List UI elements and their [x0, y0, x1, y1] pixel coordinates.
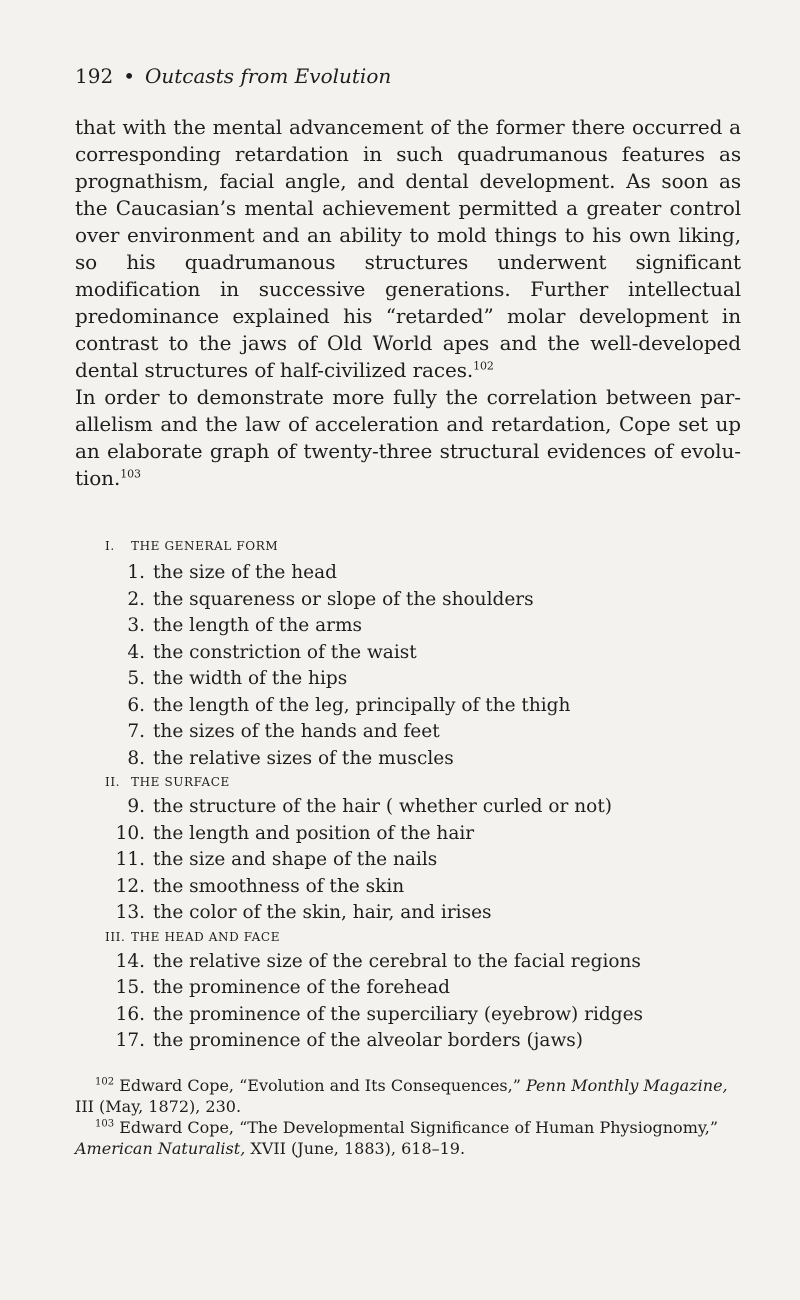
footnote-102-details: III (May, 1872), 230.: [75, 1097, 242, 1116]
item-text: the length of the arms: [153, 615, 362, 636]
item-number: 16.: [115, 1003, 145, 1025]
section-items: [105, 949, 745, 1055]
item-text: the color of the skin, hair, and irises: [153, 902, 492, 923]
footnote-author: Edward Cope, “The Developmental Significance of Human Physiognomy,”: [119, 1118, 719, 1137]
list-item: [105, 666, 745, 693]
list-item: [105, 949, 745, 976]
item-number: 13.: [115, 902, 145, 923]
section-heading: [105, 774, 745, 790]
footnote-journal: American Naturalist,: [75, 1139, 246, 1158]
section-numeral: III.: [105, 929, 126, 944]
item-number: 11.: [115, 849, 145, 870]
list-item: [105, 874, 745, 901]
item-text: the prominence of the superciliary (eyebrow) ridges: [153, 1003, 644, 1025]
list-item: [105, 746, 745, 773]
section-heading: [105, 929, 745, 945]
footnote-102: [75, 1075, 745, 1096]
item-text: the squareness or slope of the shoulders: [153, 588, 534, 610]
item-number: 15.: [115, 977, 145, 998]
list-item: [105, 900, 745, 927]
note-ref-102: 102: [473, 359, 494, 373]
section-heading: [105, 538, 745, 554]
list-item: [105, 560, 745, 587]
item-text: the prominence of the forehead: [153, 977, 450, 998]
section-items: [105, 560, 745, 772]
item-number: 14.: [115, 950, 145, 972]
item-text: the sizes of the hands and feet: [153, 721, 440, 742]
item-number: 2.: [127, 588, 145, 610]
section-title: THE SURFACE: [131, 775, 230, 789]
outline-section-head-and-face: [105, 929, 745, 1055]
item-number: 7.: [127, 721, 145, 742]
item-number: 1.: [127, 562, 145, 583]
section-items: [105, 794, 745, 927]
running-header: [75, 64, 391, 88]
item-text: the constriction of the waist: [153, 641, 417, 663]
paragraph-1: [75, 114, 741, 384]
item-text: the size and shape of the nails: [153, 849, 438, 870]
paragraph-1-text: that with the mental advancement of the former there occurred a corresponding retardation in such quadrumanous features as prognathism, facial angle, and dental development. As soon as the Caucasian’s mental achievement permitted a greater control over environment and an ability to mold things to his own liking, so his quadrumanous structures underwent significant modification in successive generations. Further intellectual predominance explained his “retarded” molar development in contrast to the jaws of Old World apes and the well-developed dental structures of half-civilized races.: [75, 115, 741, 382]
item-number: 9.: [127, 796, 145, 817]
evidence-outline: [105, 538, 745, 1057]
header-separator: •: [123, 64, 135, 88]
section-title: THE HEAD AND FACE: [131, 929, 281, 944]
footnote-author: Edward Cope, “Evolution and Its Consequences,”: [119, 1076, 521, 1095]
footnote-citation: XVII (June, 1883), 618–19.: [250, 1139, 466, 1158]
list-item: [105, 1002, 745, 1029]
paragraph-2-text: In order to demonstrate more fully the correlation between parallelism and the law of acceleration and retardation, Cope set up an elaborate graph of twenty-three structural evidences of evolution.: [75, 385, 741, 490]
item-text: the relative sizes of the muscles: [153, 747, 454, 769]
paragraph-2: [75, 384, 741, 492]
body-text: [75, 114, 741, 492]
footnote-mark: 102: [95, 1076, 115, 1088]
list-item: [105, 1028, 745, 1055]
item-text: the width of the hips: [153, 668, 348, 689]
item-number: 5.: [127, 668, 145, 689]
item-number: 10.: [115, 822, 145, 844]
footnotes: [75, 1075, 745, 1159]
item-number: 17.: [115, 1030, 145, 1051]
list-item: [105, 693, 745, 720]
list-item: [105, 719, 745, 746]
section-numeral: II.: [105, 775, 121, 789]
footnote-103: [75, 1117, 745, 1138]
page-number: 192: [75, 64, 114, 88]
footnote-journal: Penn Monthly Magazine,: [526, 1076, 728, 1095]
note-ref-103: 103: [120, 467, 141, 481]
book-title: Outcasts from Evolution: [144, 64, 392, 88]
item-number: 12.: [115, 875, 145, 897]
item-text: the smoothness of the skin: [153, 875, 405, 897]
list-item: [105, 640, 745, 667]
section-numeral: I.: [105, 539, 115, 553]
list-item: [105, 613, 745, 640]
list-item: [105, 794, 745, 821]
footnote-103-details: [75, 1138, 745, 1159]
item-number: 8.: [127, 747, 145, 769]
item-text: the structure of the hair ( whether curled or not): [153, 796, 612, 817]
item-text: the prominence of the alveolar borders (jaws): [153, 1030, 583, 1051]
item-text: the size of the head: [153, 562, 337, 583]
outline-section-surface: [105, 774, 745, 927]
item-number: 3.: [127, 615, 145, 636]
item-text: the relative size of the cerebral to the facial regions: [153, 950, 641, 972]
item-text: the length of the leg, principally of the thigh: [153, 694, 571, 716]
section-title: THE GENERAL FORM: [131, 539, 279, 553]
list-item: [105, 821, 745, 848]
list-item: [105, 847, 745, 874]
item-number: 6.: [127, 694, 145, 716]
footnote-mark: 103: [95, 1118, 115, 1130]
outline-section-general-form: [105, 538, 745, 772]
item-text: the length and position of the hair: [153, 822, 475, 844]
list-item: [105, 587, 745, 614]
list-item: [105, 975, 745, 1002]
item-number: 4.: [127, 641, 145, 663]
